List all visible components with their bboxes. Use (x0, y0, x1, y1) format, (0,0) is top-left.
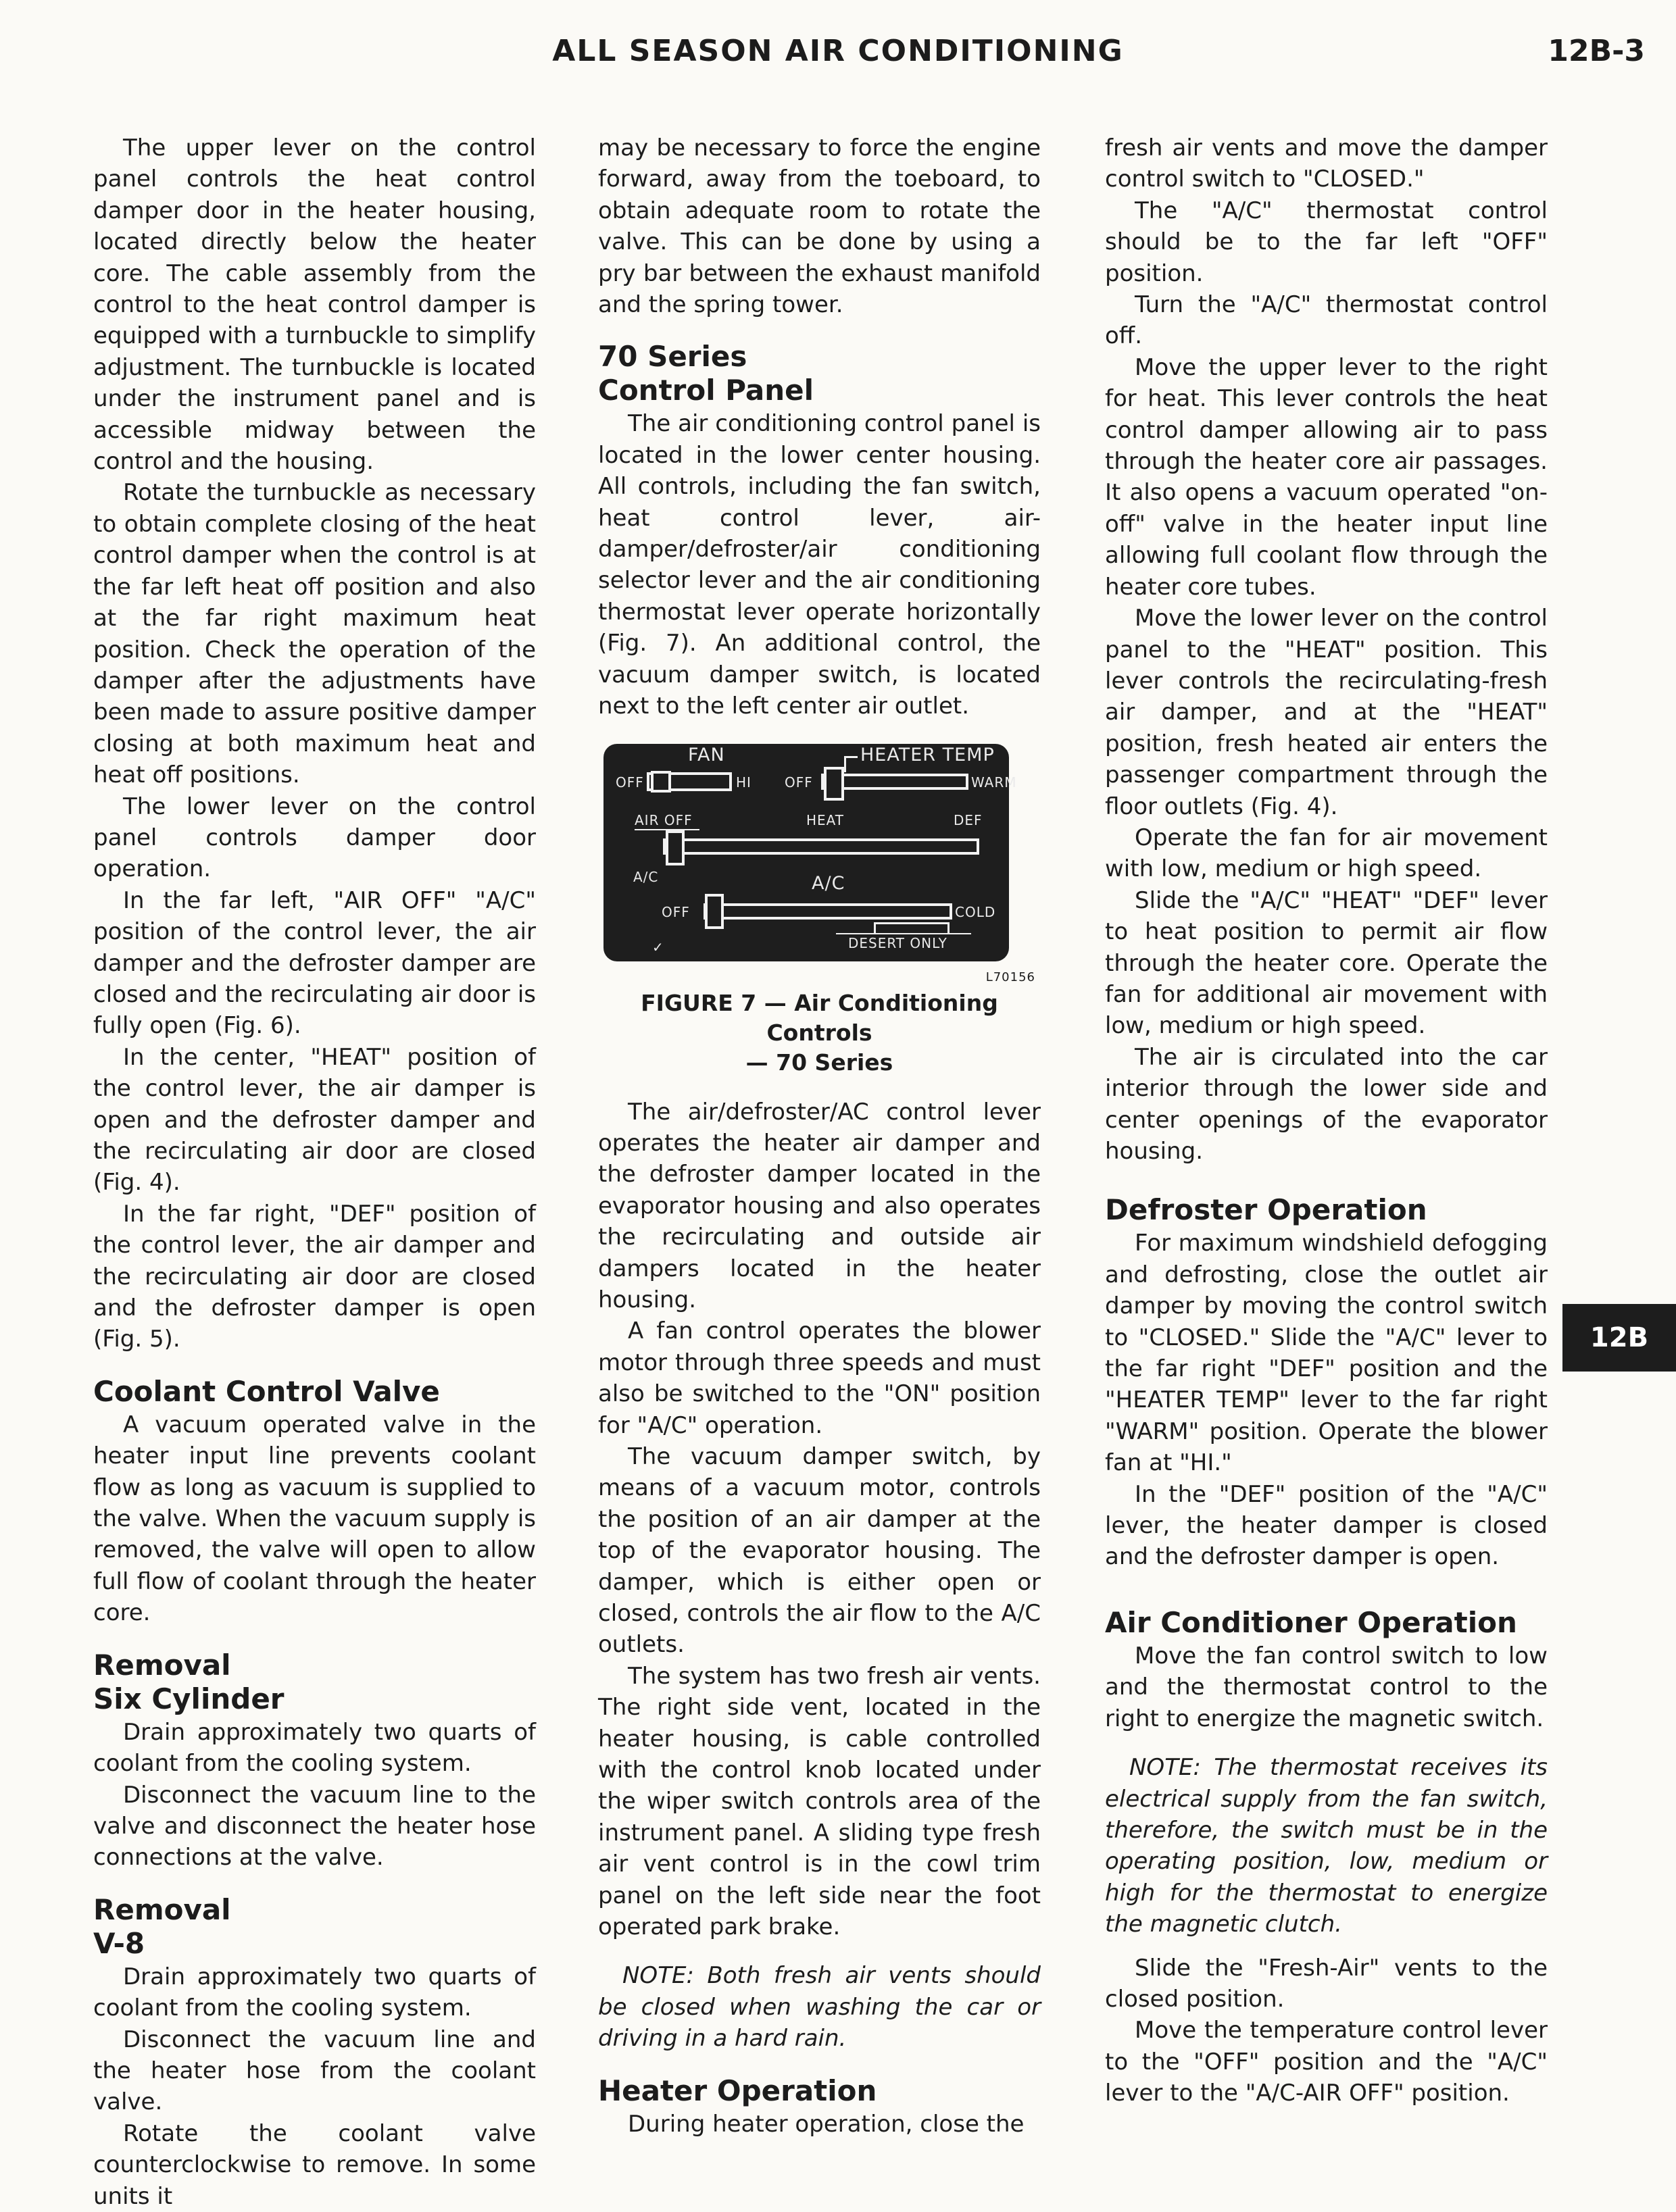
paragraph: In the "DEF" position of the "A/C" lever, the heater damper is closed and the defroster damper is open. (1105, 1480, 1548, 1571)
figure-7 (598, 744, 1041, 1078)
paragraph: The system has two fresh air vents. The right side vent, located in the heater housing, is cable controlled with the control knob located under the wiper switch controls area of the instrument panel. A sliding type fresh air vent control is in the cowl trim panel on the left side near the foot operated park brake. (598, 1662, 1041, 1941)
fan-switch-knob (651, 771, 671, 793)
panel-mark: ✓ (652, 938, 664, 955)
paragraph: The lower lever on the control panel controls damper door operation. (93, 793, 536, 883)
ac-label: A/C (812, 872, 845, 894)
subsection-heading: Control Panel (598, 374, 814, 407)
note: NOTE: The thermostat receives its electrical supply from the fan switch, therefore, the switch must be in the operating position, low, medium or high for the thermostat to energize the magnetic clutch. (1105, 1754, 1548, 1938)
paragraph: In the far right, "DEF" position of the control lever, the air damper and the recirculating air door are closed and the defroster damper is open (Fig. 5). (93, 1200, 536, 1353)
fan-hi-label: HI (736, 774, 751, 790)
paragraph: fresh air vents and move the damper control switch to "CLOSED." (1105, 134, 1548, 193)
section-heading: Coolant Control Valve (93, 1374, 440, 1408)
heater-temp-knob (824, 767, 844, 801)
fan-label: FAN (688, 744, 725, 765)
heater-temp-label: HEATER TEMP (860, 744, 995, 765)
thermostat-knob (705, 894, 724, 929)
paragraph: Turn the "A/C" thermostat control off. (1105, 291, 1548, 350)
heater-off-label: OFF (785, 774, 813, 790)
paragraph: The "A/C" thermostat control should be to the far left "OFF" position. (1105, 197, 1548, 287)
def-label: DEF (954, 811, 983, 828)
paragraph: During heater operation, close the (628, 2110, 1025, 2138)
paragraph: The air is circulated into the car interior through the lower side and center openings of the evaporator housing. (1105, 1043, 1548, 1165)
figure-caption-line: — 70 Series (745, 1049, 893, 1076)
paragraph: A fan control operates the blower motor through three speeds and must also be switched to the "ON" position for "A/C" operation. (598, 1317, 1041, 1439)
paragraph: Move the temperature control lever to the "OFF" position and the "A/C" lever to the "A/C-AIR OFF" position. (1105, 2017, 1548, 2107)
note: NOTE: Both fresh air vents should be closed when washing the car or driving in a hard rain. (598, 1962, 1041, 2053)
paragraph: Operate the fan for air movement with low, medium or high speed. (1105, 824, 1548, 883)
paragraph: may be necessary to force the engine forward, away from the toeboard, to obtain adequate room to rotate the valve. This can be done by using a pry bar between the exhaust manifold and the spring tower. (598, 134, 1041, 319)
paragraph: The upper lever on the control panel controls the heat control damper door in the heater housing, located directly below the heater core. The cable assembly from the control to the heat control damper is equipped with a turnbuckle to simplify adjustment. The turnbuckle is located under the instrument panel and is accessible midway between the control and the housing. (93, 134, 536, 476)
paragraph: Drain approximately two quarts of coolant from the cooling system. (93, 1718, 536, 1778)
section-heading: Removal (93, 1648, 231, 1682)
column-middle (598, 132, 1041, 2140)
figure-caption (598, 988, 1041, 1078)
ac-off-label: OFF (662, 903, 690, 920)
heat-label: HEAT (806, 811, 845, 828)
desert-only-label: DESERT ONLY (848, 934, 947, 951)
column-right (1105, 132, 1548, 2109)
paragraph: Rotate the turnbuckle as necessary to obtain complete closing of the heat control damper when the control is at the far left heat off position and also at the far right maximum heat position. Check the operation of the damper after the adjustments have been made to assure positive damper closing at both maximum heat and heat off positions. (93, 479, 536, 789)
paragraph: The air conditioning control panel is located in the lower center housing. All controls, including the fan switch, heat control lever, air-damper/defroster/air conditioning selector lever and the air conditioning thermostat lever operate horizontally (Fig. 7). An additional control, the vacuum damper switch, is located next to the left center air outlet. (598, 410, 1041, 720)
control-panel-illustration (603, 744, 1017, 961)
section-heading: Removal (93, 1892, 231, 1926)
page-header-title: ALL SEASON AIR CONDITIONING (552, 34, 1124, 68)
air-off-label: AIR OFF (635, 811, 693, 828)
paragraph: Rotate the coolant valve counterclockwise to remove. In some units it (93, 2119, 536, 2210)
ac-small-label: A/C (633, 868, 659, 885)
section-heading: Defroster Operation (1105, 1193, 1427, 1227)
paragraph: For maximum windshield defogging and defrosting, close the outlet air damper by moving the control switch to "CLOSED." Slide the "A/C" lever to the far right "DEF" position and the "HEATER TEMP" lever to the far right "WARM" position. Operate the blower fan at "HI." (1105, 1230, 1548, 1477)
column-left (93, 132, 536, 2212)
paragraph: The vacuum damper switch, by means of a vacuum motor, controls the position of an air damper at the top of the evaporator housing. The damper, which is either open or closed, controls the air flow to the A/C outlets. (598, 1442, 1041, 1659)
paragraph: In the far left, "AIR OFF" "A/C" position of the control lever, the air damper and the defroster damper are closed and the recirculating air door is fully open (Fig. 6). (93, 886, 536, 1040)
paragraph: Move the upper lever to the right for heat. This lever controls the heat control damper allowing air to pass through the heater core air passages. It also opens a vacuum operated "on-off" valve in the heater input line allowing full coolant flow through the heater core tubes. (1105, 353, 1548, 601)
paragraph: In the center, "HEAT" position of the control lever, the air damper is open and the defroster damper and the recirculating air door are closed (Fig. 4). (93, 1043, 536, 1197)
figure-caption-line: FIGURE 7 — Air Conditioning Controls (641, 989, 998, 1046)
paragraph: Slide the "A/C" "HEAT" "DEF" lever to heat position to permit air flow through the heater core. Operate the fan for additional air movement with low, medium or high speed. (1105, 886, 1548, 1040)
section-heading: Heater Operation (598, 2073, 877, 2107)
section-heading: Air Conditioner Operation (1105, 1605, 1517, 1639)
paragraph: The air/defroster/AC control lever operates the heater air damper and the defroster damper located in the evaporator housing and also operates the recirculating and outside air dampers located in the heater housing. (598, 1098, 1041, 1313)
page-number: 12B-3 (1548, 34, 1645, 68)
paragraph: Drain approximately two quarts of coolant from the cooling system. (93, 1963, 536, 2022)
selector-knob (666, 830, 685, 865)
cold-label: COLD (955, 903, 996, 920)
warm-label: WARM (971, 774, 1017, 790)
paragraph: Move the fan control switch to low and the thermostat control to the right to energize the magnetic switch. (1105, 1642, 1548, 1732)
paragraph: Move the lower lever on the control panel to the "HEAT" position. This lever controls the recirculating-fresh air damper, and at the "HEAT" position, fresh heated air enters the passenger compartment through the floor outlets (Fig. 4). (1105, 605, 1548, 820)
paragraph: A vacuum operated valve in the heater input line prevents coolant flow as long as vacuum is supplied to the valve. When the vacuum supply is removed, the valve will open to allow full flow of coolant through the heater core. (93, 1411, 536, 1627)
paragraph: Disconnect the vacuum line to the valve and disconnect the heater hose connections at the valve. (93, 1781, 536, 1871)
section-tab: 12B (1562, 1304, 1676, 1372)
figure-code: L70156 (985, 970, 1035, 984)
paragraph: Disconnect the vacuum line and the heater hose from the coolant valve. (93, 2026, 536, 2116)
paragraph: Slide the "Fresh-Air" vents to the closed position. (1105, 1954, 1548, 2013)
subsection-heading: Six Cylinder (93, 1682, 285, 1715)
fan-off-label: OFF (616, 774, 644, 790)
section-heading: 70 Series (598, 340, 747, 374)
subsection-heading: V-8 (93, 1926, 145, 1960)
